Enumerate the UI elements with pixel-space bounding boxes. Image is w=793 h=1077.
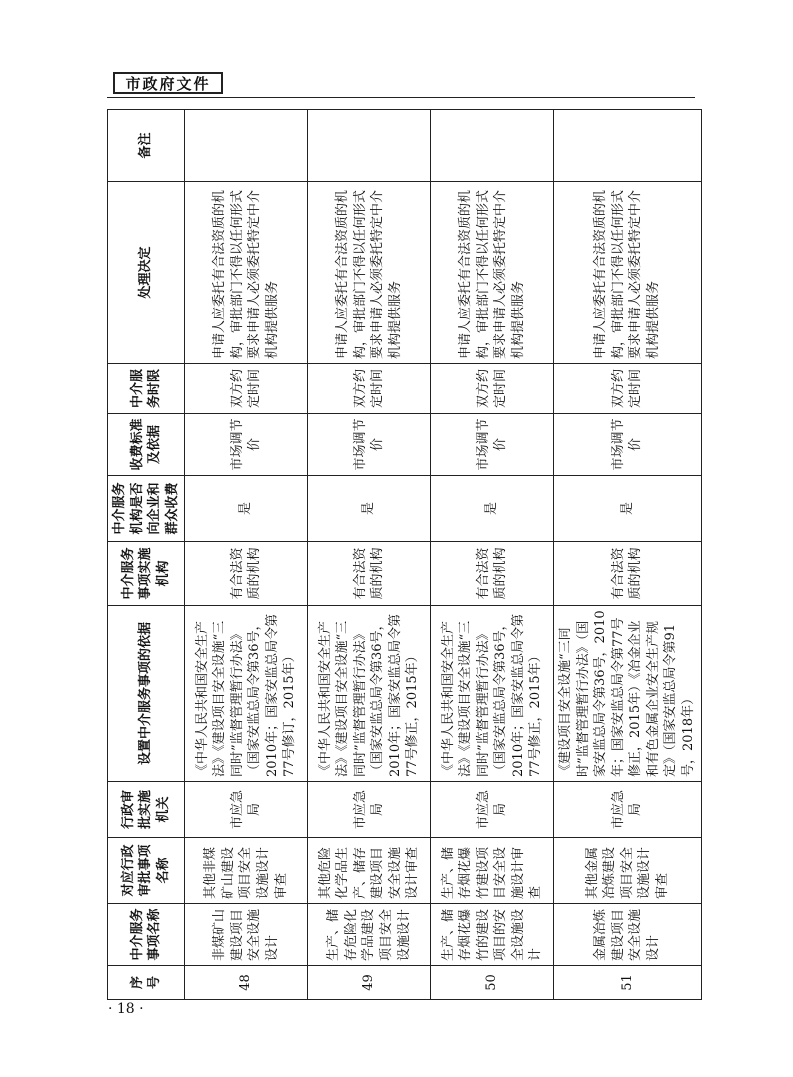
- col-header-decision: 处理决定: [108, 182, 185, 364]
- cell-decision: 申请人应委托有合法资质的机构，审批部门不得以任何形式要求申请人必须委托特定中介机构提供服务: [554, 182, 701, 364]
- rotated-table-container: [107, 109, 702, 1000]
- cell-fee: 是: [308, 476, 431, 542]
- col-header-agency: 中介服务事项实施机构: [108, 542, 185, 606]
- cell-authority: 市应急局: [185, 782, 308, 838]
- cell-remark: [308, 110, 431, 182]
- page-number: · 18 ·: [108, 1001, 144, 1017]
- cell-basis: 《中华人民共和国安全生产法》《建设项目安全设施“三同时”监督管理暂行办法》（国家安监总局令第36号，2010年；国家安监总局令第77号修订，2015年）: [185, 606, 308, 782]
- cell-time-limit: 双方约定时间: [308, 364, 431, 414]
- col-header-service: 中介服务事项名称: [108, 904, 185, 966]
- header-divider: [107, 97, 695, 98]
- cell-authority: 市应急局: [554, 782, 701, 838]
- cell-no: 50: [431, 966, 554, 1000]
- cell-service: 生产、储存危险化学品建设项目安全设施设计: [308, 904, 431, 966]
- col-header-no: 序号: [108, 966, 185, 1000]
- cell-no: 48: [185, 966, 308, 1000]
- cell-fee-standard: 市场调节价: [185, 414, 308, 476]
- cell-agency: 有合法资质的机构: [431, 542, 554, 606]
- cell-service: 非煤矿山建设项目安全设施设计: [185, 904, 308, 966]
- col-header-fee: 中介服务机构是否向企业和群众收费: [108, 476, 185, 542]
- cell-fee-standard: 市场调节价: [554, 414, 701, 476]
- cell-time-limit: 双方约定时间: [554, 364, 701, 414]
- cell-service: 金属冶炼建设项目安全设施设计: [554, 904, 701, 966]
- cell-fee: 是: [431, 476, 554, 542]
- cell-fee-standard: 市场调节价: [431, 414, 554, 476]
- cell-basis: 《中华人民共和国安全生产法》《建设项目安全设施“三同时”监督管理暂行办法》（国家安监总局令第36号，2010年；国家安监总局令第77号修正，2015年）: [308, 606, 431, 782]
- cell-remark: [554, 110, 701, 182]
- table-row: [308, 110, 431, 1000]
- col-header-authority: 行政审批实施机关: [108, 782, 185, 838]
- cell-no: 49: [308, 966, 431, 1000]
- cell-decision: 申请人应委托有合法资质的机构，审批部门不得以任何形式要求申请人必须委托特定中介机构提供服务: [185, 182, 308, 364]
- cell-agency: 有合法资质的机构: [308, 542, 431, 606]
- cell-remark: [431, 110, 554, 182]
- cell-authority: 市应急局: [431, 782, 554, 838]
- cell-fee: 是: [554, 476, 701, 542]
- table-row: [554, 110, 701, 1000]
- document-section-label: [113, 72, 223, 94]
- col-header-remark: 备注: [108, 110, 185, 182]
- table-header-row: [108, 110, 185, 1000]
- col-header-approval: 对应行政审批事项名称: [108, 838, 185, 904]
- cell-authority: 市应急局: [308, 782, 431, 838]
- cell-fee-standard: 市场调节价: [308, 414, 431, 476]
- cell-decision: 申请人应委托有合法资质的机构，审批部门不得以任何形式要求申请人必须委托特定中介机构提供服务: [308, 182, 431, 364]
- section-label-text: 市政府文件: [125, 74, 211, 93]
- cell-no: 51: [554, 966, 701, 1000]
- cell-agency: 有合法资质的机构: [185, 542, 308, 606]
- cell-approval: 其他危险化学品生产、储存建设项目安全设施设计审查: [308, 838, 431, 904]
- cell-time-limit: 双方约定时间: [431, 364, 554, 414]
- cell-approval: 生产、储存烟花爆竹建设项目安全设施设计审查: [431, 838, 554, 904]
- cell-basis: 《建设项目安全设施“三同时”监督管理暂行办法》（国家安监总局令第36号，2010年；国家安监总局令第77号修正，2015年）《冶金企业和有色金属企业安全生产规定》（国家安监总局令第91号，2018年）: [554, 606, 701, 782]
- col-header-basis: 设置中介服务事项的依据: [108, 606, 185, 782]
- cell-approval: 其他金属冶炼建设项目安全设施设计审查: [554, 838, 701, 904]
- intermediary-service-table: [107, 109, 702, 1000]
- table-row: [431, 110, 554, 1000]
- cell-agency: 有合法资质的机构: [554, 542, 701, 606]
- cell-fee: 是: [185, 476, 308, 542]
- col-header-fee-standard: 收费标准及依据: [108, 414, 185, 476]
- cell-service: 生产、储存烟花爆竹的建设项目的安全设施设计: [431, 904, 554, 966]
- table-row: [185, 110, 308, 1000]
- cell-approval: 其他非煤矿山建设项目安全设施设计审查: [185, 838, 308, 904]
- cell-basis: 《中华人民共和国安全生产法》《建设项目安全设施“三同时”监督管理暂行办法》（国家安监总局令第36号，2010年；国家安监总局令第77号修正，2015年）: [431, 606, 554, 782]
- cell-decision: 申请人应委托有合法资质的机构，审批部门不得以任何形式要求申请人必须委托特定中介机构提供服务: [431, 182, 554, 364]
- col-header-time-limit: 中介服务时限: [108, 364, 185, 414]
- cell-time-limit: 双方约定时间: [185, 364, 308, 414]
- cell-remark: [185, 110, 308, 182]
